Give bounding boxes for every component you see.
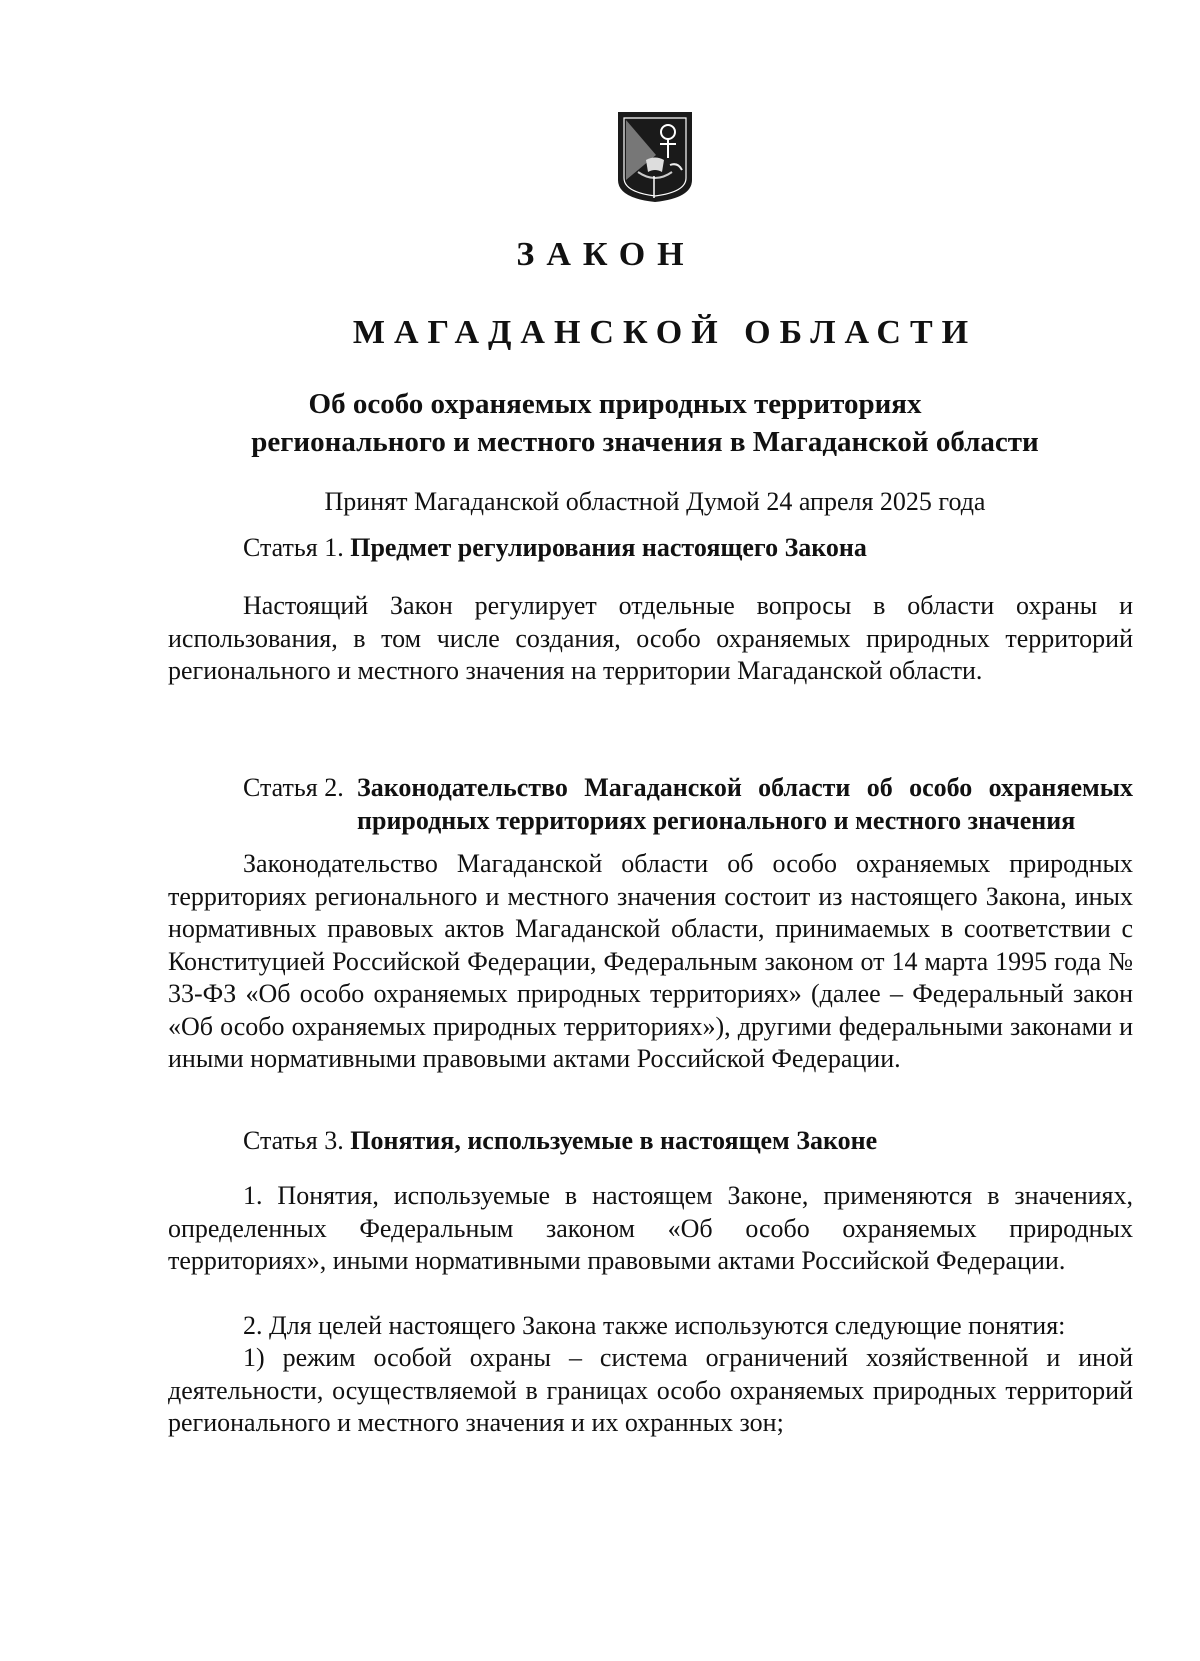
region-title: МАГАДАНСКОЙ ОБЛАСТИ	[352, 314, 978, 351]
article-2-label: Статья 2.	[243, 773, 344, 802]
article-2-text: Законодательство Магаданской области об особо охраняемых природных территориях регионального и местного значения состоит из настоящего Закона, иных нормативных правовых актов Магаданской области, принимаемых в соответствии с Конституцией Российской Федерации, Федеральным законом от 14 марта 1995 года № 33-ФЗ «Об особо охраняемых природных территориях» (далее – Федеральный закон «Об особо охраняемых природных территориях»), другими федеральными законами и иными нормативными правовыми актами Российской Федерации.	[168, 849, 1133, 1073]
law-subtitle-line1: Об особо охраняемых природных территориях	[308, 388, 922, 420]
article-1-title: Предмет регулирования настоящего Закона	[350, 533, 867, 562]
article-1-heading	[243, 531, 867, 565]
adoption-note: Принят Магаданской областной Думой 24 апреля 2025 года	[324, 487, 986, 516]
article-3-heading	[243, 1124, 877, 1158]
article-1-label: Статья 1.	[243, 533, 344, 562]
article-3-label: Статья 3.	[243, 1126, 344, 1155]
coat-of-arms-icon	[616, 110, 694, 203]
article-3-title: Понятия, используемые в настоящем Законе	[350, 1126, 878, 1155]
article-2-title: Законодательство Магаданской области об особо охраняемых природных территориях регионального и местного значения	[357, 773, 1133, 835]
article-1-text: Настоящий Закон регулирует отдельные вопросы в области охраны и использования, в том числе создания, особо охраняемых природных территорий регионального и местного значения на территории Магаданской области.	[168, 591, 1133, 685]
article-3-item-1: 1. Понятия, используемые в настоящем Законе, применяются в значениях, определенных Федеральным законом «Об особо охраняемых природных территориях», иными нормативными правовыми актами Российской Федерации.	[168, 1181, 1133, 1275]
article-3-item-2-1: 1) режим особой охраны – система ограничений хозяйственной и иной деятельности, осуществляемой в границах особо охраняемых природных территорий регионального и местного значения и их охранных зон;	[168, 1343, 1133, 1437]
law-title: ЗАКОН	[516, 236, 696, 273]
law-subtitle-line2: регионального и местного значения в Магаданской области	[251, 426, 1039, 458]
article-3-item-2: 2. Для целей настоящего Закона также используются следующие понятия:	[243, 1311, 1066, 1340]
